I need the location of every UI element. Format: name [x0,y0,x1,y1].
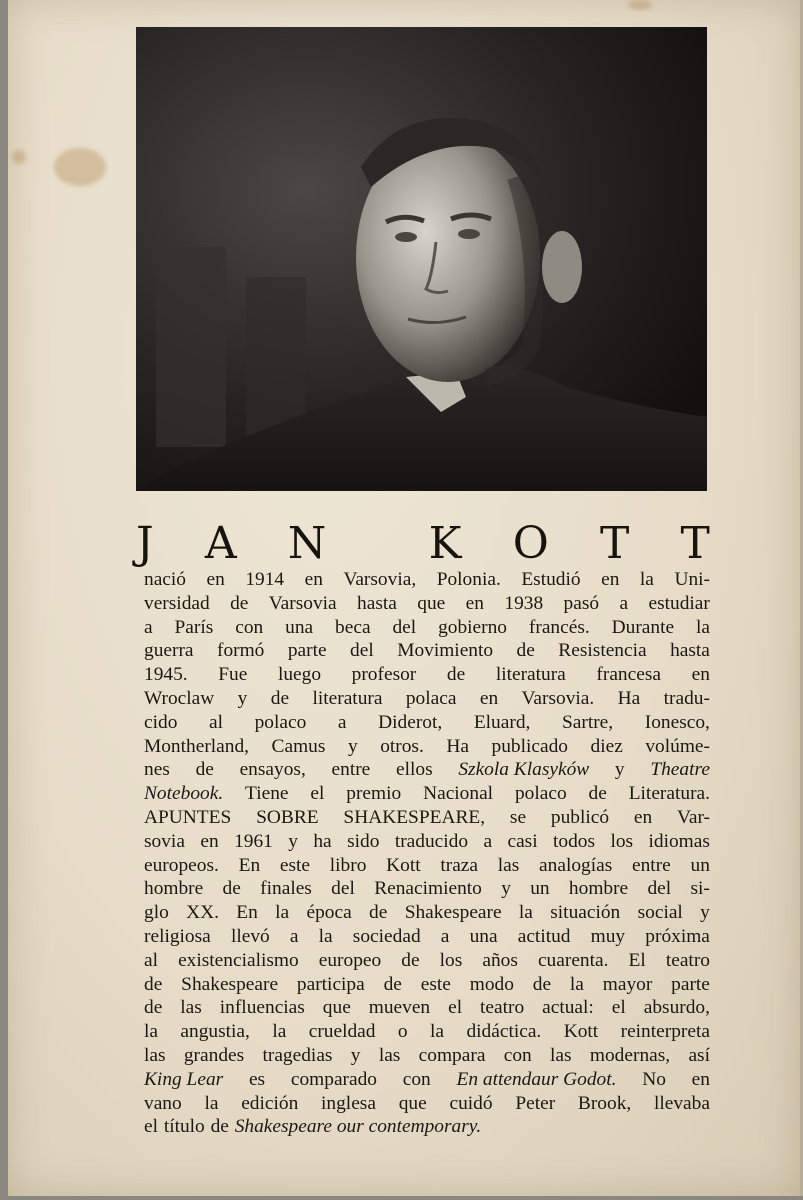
bio-word: que [417,592,446,614]
bio-word: al [209,711,223,733]
bio-word: llevó [230,925,270,947]
bio-word: existencialismo [178,949,299,971]
bio-word: ha [313,830,332,852]
bio-word: glo [144,902,169,924]
bio-word: y [288,830,298,852]
bio-italic-title: Notebook. [144,783,224,805]
bio-word: las [497,854,520,876]
bio-word: y [237,687,248,709]
bio-word: próxima [645,925,710,947]
bio-word: del [331,878,355,900]
bio-word: participa [296,973,365,995]
bio-line [144,996,710,1020]
bio-word: beca [335,616,371,638]
bio-word: tradu- [663,687,710,709]
bio-word: el [611,997,626,1019]
bio-word: entre [632,854,671,876]
bio-word: Tiene [245,783,289,805]
bio-line [144,1044,710,1068]
bio-word: mayor [602,973,653,995]
bio-word: Kott [563,1021,599,1043]
bio-word: otros. [380,735,424,757]
bio-word: publicó [550,806,610,828]
bio-word: Camus [271,735,326,757]
bio-word: y [347,735,358,757]
bio-line [144,735,710,759]
bio-word: estudiar [648,592,710,614]
bio-word: en [691,664,710,686]
bio-word: inglesa [321,1092,376,1114]
bio-word: francés. [528,616,590,638]
bio-word: Ha [446,735,469,757]
bio-line [144,592,710,616]
bio-word: o [397,1021,408,1043]
bio-word: es [248,1068,266,1090]
author-name-letter: K [428,518,462,569]
bio-word: angustia, [180,1021,250,1043]
bio-word: Varsovia, [343,569,417,590]
bio-word: luego [277,664,322,686]
bio-word: de [588,783,607,805]
bio-word: de [144,997,163,1019]
bio-word: Sartre, [561,711,614,733]
bio-word: de [383,973,402,995]
bio-word: finales [260,878,312,900]
bio-word: en [465,592,484,614]
bio-word: actitud [517,925,571,947]
bio-line [144,1020,710,1044]
paper-stain [628,0,652,10]
bio-word: en [479,687,499,709]
bio-line [144,616,710,640]
bio-word: Var- [676,806,710,828]
bio-word: la [639,569,654,590]
bio-word: ellos [396,759,433,781]
bio-word: pasó [563,592,600,614]
bio-word: APUNTES [144,806,232,828]
bio-word: 1961 [234,830,273,852]
bio-word: París [174,616,214,638]
bio-word: Brook, [577,1092,632,1114]
bio-word: la [275,902,290,924]
bio-word: de [144,973,163,995]
bio-word: el [310,783,325,805]
bio-word: así [688,1044,710,1066]
bio-word: al [144,949,158,971]
bio-word: absurdo, [643,997,710,1019]
bio-word: la [318,925,333,947]
bio-word: parte [671,973,710,995]
bio-line [144,1115,710,1139]
bio-word: en [691,1068,710,1090]
bio-word: traducido [394,830,469,852]
bio-word: social [637,902,683,924]
bio-word: reinterpreta [620,1021,710,1043]
bio-word: hasta [670,640,710,662]
bio-word: las [180,997,202,1019]
bio-word: en [633,806,653,828]
bio-line [144,782,710,806]
bio-word: Shakespeare [181,973,279,995]
bio-word: en [200,830,219,852]
bio-word: teatro [665,949,710,971]
bio-line [144,711,710,735]
bio-word: hombre [568,878,629,900]
bio-word: Movimiento [397,640,494,662]
bio-word: modo [469,973,514,995]
bio-word: años [482,949,518,971]
bio-word: europeo [318,949,382,971]
bio-word: a [144,616,153,638]
bio-word: grandes [183,1044,245,1066]
bio-word: el [448,997,463,1019]
bio-word: este [279,854,311,876]
bio-line [144,854,710,878]
author-biography-text [144,568,710,1139]
bio-word: entre [331,759,371,781]
bio-word: edición [241,1092,299,1114]
bio-word: en [206,569,225,590]
bio-word: 1945. [144,664,188,686]
bio-word: sociedad [352,925,421,947]
bio-italic-title: En attendaur Godot. [456,1068,617,1090]
bio-word: los [610,830,634,852]
bio-word: a [483,830,493,852]
bio-word: actual: [542,997,594,1019]
bio-word: situación [550,902,621,924]
bio-word: compara [418,1044,486,1066]
bio-line [144,1092,710,1116]
author-name-letter: O [512,518,549,569]
bio-word: del [392,616,417,638]
bio-line [144,830,710,854]
bio-word: profesor [351,664,417,686]
bio-italic-title: Szkola Klasyków [458,759,590,781]
bio-word: Ionesco, [644,711,710,733]
bio-line [144,639,710,663]
bio-word: parte [287,640,327,662]
bio-word: polaco [514,783,567,805]
bio-word: la [518,902,533,924]
bio-word: este [420,973,451,995]
bio-word: influencias [219,997,305,1019]
bio-italic-title: Shakespeare our contemporary. [234,1116,482,1138]
bio-word: del [647,878,672,900]
bio-word: llevaba [653,1092,710,1114]
bio-word: la [144,1021,158,1043]
bio-word: Durante [611,616,675,638]
bio-word: de [222,878,241,900]
bio-line [144,973,710,997]
bio-word: la [569,973,584,995]
bio-word: premio [346,783,402,805]
bio-word: en [601,569,620,590]
bio-word: todos [553,830,596,852]
bio-line [144,949,710,973]
bio-word: sovia [144,830,185,852]
bio-line [144,1068,710,1092]
bio-line [144,925,710,949]
bio-word: cido [144,711,178,733]
bio-word: y [350,1044,361,1066]
bio-word: la [204,1092,219,1114]
bio-word: volúme- [645,735,710,757]
bio-word: Literatura. [628,783,710,805]
bio-word: se [509,806,527,828]
bio-line [144,687,710,711]
bio-word: SOBRE [256,806,319,828]
bio-word: hombre [144,878,204,900]
bio-word: Kott [386,854,421,876]
bio-word: Fue [218,664,248,686]
bio-word: hasta [357,592,397,614]
bio-word: gobierno [438,616,507,638]
bio-word: Shakespeare [404,902,502,924]
bio-word: y [700,902,710,924]
bio-word: teatro [480,997,525,1019]
bio-word: un [690,854,710,876]
author-name-heading [136,520,710,568]
paper-stain [12,150,26,164]
bio-word: en [304,569,323,590]
bio-word: las [550,1044,572,1066]
bio-word: idiomas [648,830,710,852]
bio-word: Nacional [423,783,494,805]
bio-word: modernas, [589,1044,671,1066]
bio-word: Resistencia [558,640,647,662]
bio-word: Eluard, [473,711,531,733]
bio-word: si- [690,878,710,900]
bio-word: la [696,616,710,638]
bio-word: el [144,1116,158,1138]
bio-line [144,901,710,925]
bio-word: formó [216,640,265,662]
bio-word: SHAKESPEARE, [343,806,486,828]
bio-line [144,663,710,687]
bio-word: cuarenta. [537,949,609,971]
bio-word: libro [329,854,367,876]
bio-word: Uni- [674,569,710,590]
author-name-letter: A [204,518,237,569]
bio-word: publicado [491,735,568,757]
bio-word: Varsovia. [521,687,595,709]
bio-word: didáctica. [466,1021,542,1043]
bio-word: y [501,878,511,900]
bio-word: de [195,759,214,781]
bio-word: Peter [515,1092,556,1114]
bio-word: que [398,1092,427,1114]
bio-word: tragedias [262,1044,333,1066]
bio-word: a [619,592,629,614]
bio-word: diez [590,735,623,757]
bio-word: los [439,949,463,971]
author-portrait-photo [136,27,707,491]
paper-stain [54,148,106,186]
bio-word: XX. [186,902,219,924]
bio-word: nes [144,759,170,781]
bio-word: comparado [290,1068,377,1090]
bio-word: Ha [617,687,641,709]
bio-word: la [272,1021,287,1043]
bio-word: época [306,902,352,924]
bio-word: literatura [495,664,566,686]
bio-word: y [614,759,625,781]
bio-word: a [289,925,299,947]
bio-word: una [469,925,498,947]
bio-word: europeos. [144,854,219,876]
bio-word: cuidó [449,1092,493,1114]
bio-line [144,758,710,782]
bio-word: guerra [144,640,194,662]
bio-word: con [402,1068,431,1090]
bio-word: El [628,949,646,971]
bio-word: un [530,878,550,900]
bio-word: las [378,1044,401,1066]
bio-italic-title: King Lear [144,1068,224,1090]
bio-line [144,877,710,901]
bio-line [144,568,710,592]
bio-word: de [210,1116,229,1138]
bio-word: vano [144,1092,182,1114]
bio-word: mueven [368,997,431,1019]
bio-word: muy [590,925,626,947]
bio-word: Renacimiento [374,878,482,900]
bio-word: Wroclaw [144,687,215,709]
bio-word: a [440,925,450,947]
bio-word: Montherland, [144,735,250,757]
bio-word: título [163,1116,205,1138]
bio-word: a [337,711,347,733]
author-name-letter: T [600,518,630,569]
bio-word: versidad [144,592,210,614]
bio-word: de [532,973,552,995]
bio-line [144,806,710,830]
bio-word: una [285,616,314,638]
author-name-letter: T [680,518,710,569]
bio-word: Diderot, [378,711,443,733]
bio-word: En [236,902,258,924]
bio-italic-title: Theatre [650,759,710,781]
bio-word: No [642,1068,666,1090]
bio-word: la [430,1021,445,1043]
bio-word: Polonia. [436,569,501,590]
bio-word: polaca [405,687,457,709]
bio-word: 1938 [504,592,544,614]
bio-word: polaco [254,711,307,733]
bio-word: 1914 [245,569,285,590]
bio-word: crueldad [308,1021,376,1043]
bio-word: del [350,640,374,662]
bio-word: Estudió [521,569,581,590]
bio-word: religiosa [144,925,211,947]
author-name-letter: J [136,518,154,569]
bio-word: de [516,640,535,662]
bio-word: de [369,902,388,924]
bio-word: las [144,1044,166,1066]
author-name-letter: N [287,518,327,569]
bio-word: ensayos, [239,759,306,781]
bio-word: sido [347,830,380,852]
bio-word: traza [440,854,479,876]
bio-word: francesa [596,664,661,686]
bio-word: con [235,616,264,638]
bio-word: En [238,854,261,876]
bio-word: nació [144,569,186,590]
bio-word: de [401,949,420,971]
bio-word: Varsovia [268,592,337,614]
bio-word: casi [507,830,538,852]
bio-word: de [446,664,466,686]
bio-word: literatura [312,687,383,709]
bio-word: de [230,592,249,614]
bio-word: de [270,687,290,709]
bio-word: que [322,997,351,1019]
bio-word: analogías [539,854,613,876]
bio-word: con [503,1044,532,1066]
